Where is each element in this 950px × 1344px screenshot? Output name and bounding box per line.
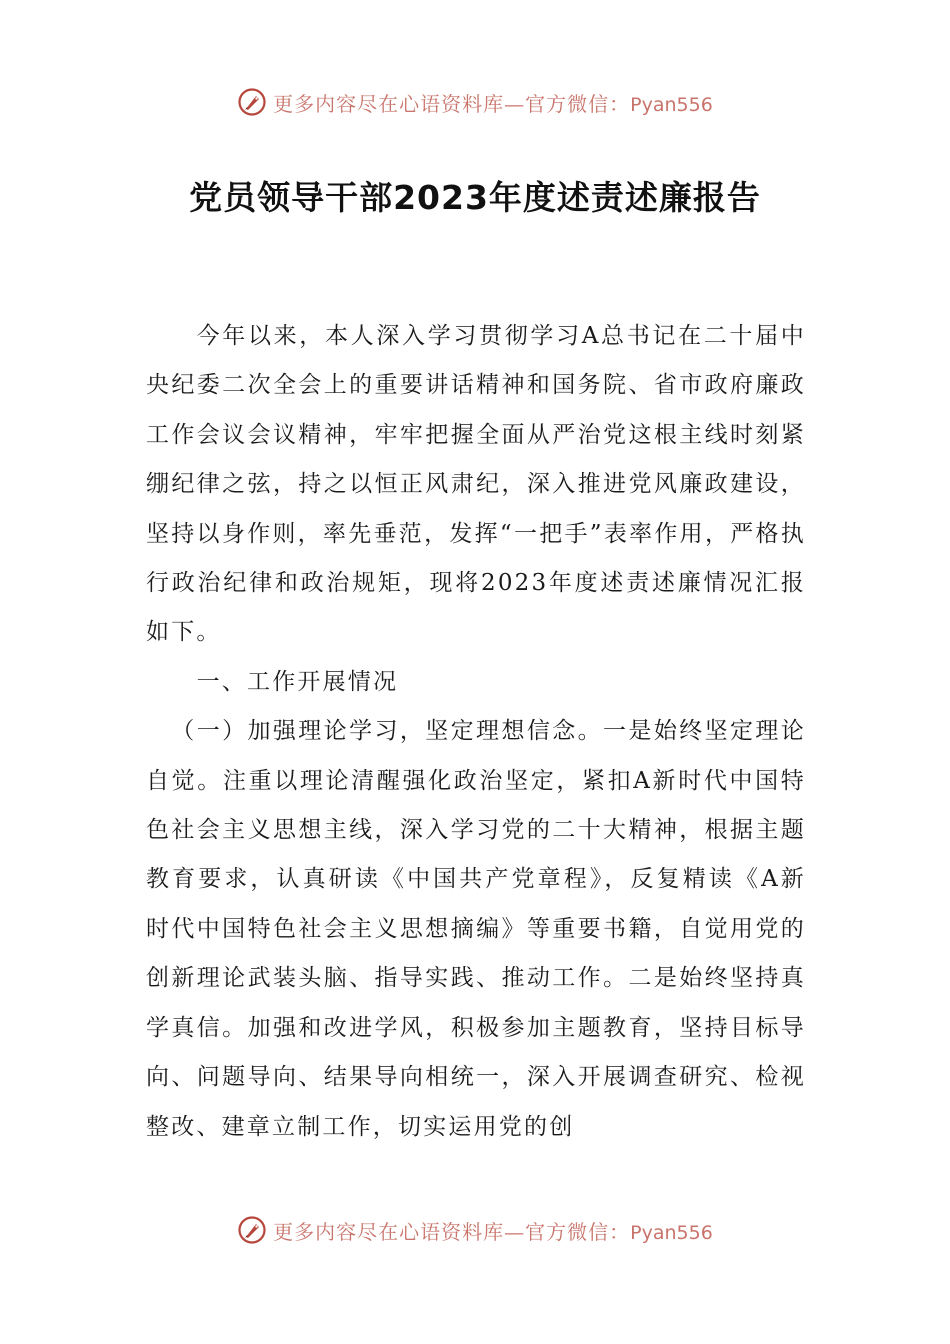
watermark-text — [273, 88, 713, 117]
pen-nib-logo-icon — [237, 1215, 267, 1245]
paragraph-intro: 今年以来，本人深入学习贯彻学习A总书记在二十届中央纪委二次全会上的重要讲话精神和国务院、省市政府廉政工作会议会议精神，牢牢把握全面从严治党这根主线时刻紧绷纪律之弦，持之以恒正风肃纪，深入推进党风廉政建设，坚持以身作则，率先垂范，发挥“一把手”表率作用，严格执行政治纪律和政治规矩，现将2023年度述责述廉情况汇报如下。 — [146, 323, 806, 646]
watermark-label: 更多内容尽在心语资料库—官方微信： — [273, 1219, 631, 1244]
document-title: 党员领导干部2023年度述责述廉报告 — [189, 178, 761, 217]
watermark-handle: Pyan556 — [630, 1221, 713, 1244]
document-body — [146, 312, 806, 1152]
watermark-banner-bottom — [0, 1208, 950, 1252]
watermark-label: 更多内容尽在心语资料库—官方微信： — [273, 91, 631, 116]
watermark-banner-top — [0, 80, 950, 124]
watermark-text — [273, 1216, 713, 1245]
pen-nib-logo-icon — [237, 87, 267, 117]
paragraph-subsection: （一）加强理论学习，坚定理想信念。一是始终坚定理论自觉。注重以理论清醒强化政治坚定，紧扣A新时代中国特色社会主义思想主线，深入学习党的二十大精神，根据主题教育要求，认真研读《中国共产党章程》，反复精读《A新时代中国特色社会主义思想摘编》等重要书籍，自觉用党的创新理论武装头脑、指导实践、推动工作。二是始终坚持真学真信。加强和改进学风，积极参加主题教育，坚持目标导向、问题导向、结果导向相统一，深入开展调查研究、检视整改、建章立制工作，切实运用党的创 — [146, 718, 806, 1140]
section-heading: 一、工作开展情况 — [196, 668, 399, 695]
watermark-handle: Pyan556 — [630, 93, 713, 116]
